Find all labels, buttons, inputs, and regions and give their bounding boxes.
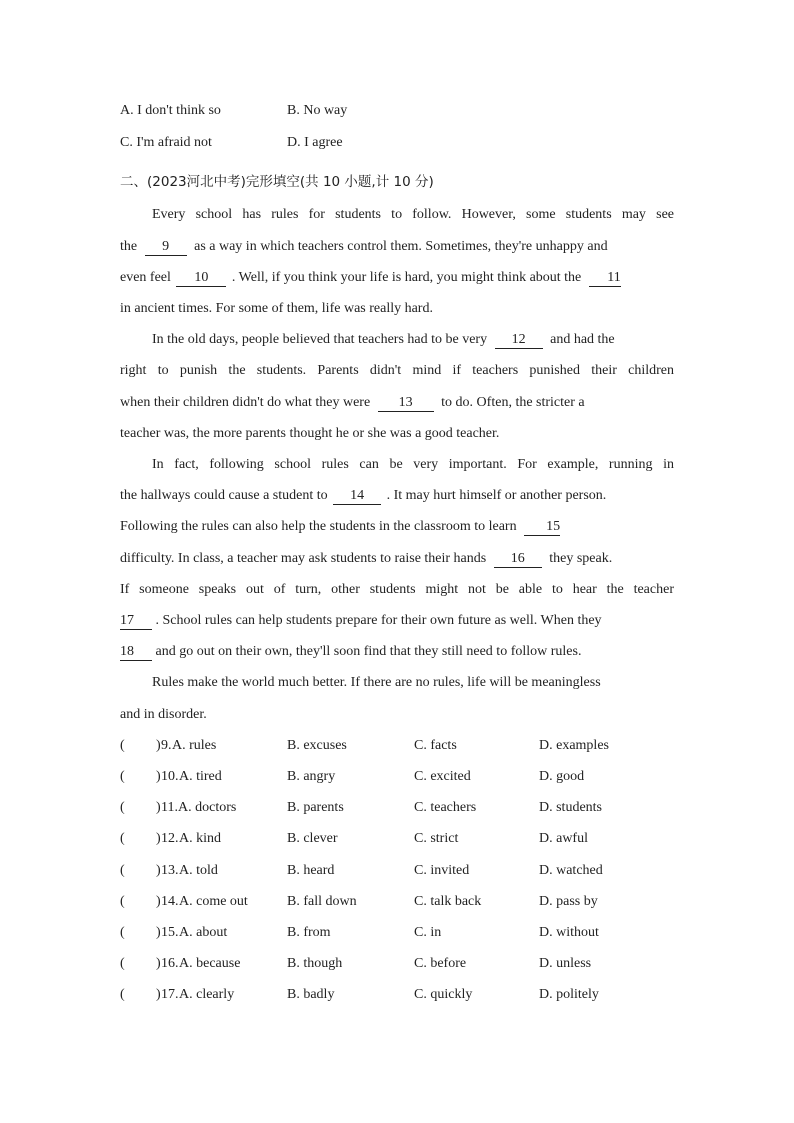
answer-paren-open[interactable]: (: [120, 831, 125, 846]
question-number: 14.: [161, 894, 179, 909]
prev-options-row-1: [120, 103, 676, 123]
blank-17[interactable]: 17: [120, 613, 152, 630]
blank-12[interactable]: 12: [495, 332, 543, 349]
passage-line: [120, 613, 674, 633]
prev-option-a: A. I don't think so: [120, 103, 221, 118]
passage-line: [120, 644, 674, 664]
question-row: [120, 800, 676, 820]
passage-line: If someone speaks out of turn, other students might not be able to hear the teacher: [120, 582, 674, 597]
question-row: [120, 894, 676, 914]
passage-line: [120, 239, 674, 259]
passage-text: to do. Often, the stricter a: [441, 395, 585, 410]
option-a[interactable]: A. clearly: [179, 987, 235, 1002]
option-d[interactable]: D. politely: [539, 987, 599, 1002]
prev-options-row-2: [120, 135, 676, 155]
option-a[interactable]: A. come out: [179, 894, 248, 909]
prev-option-d: D. I agree: [287, 135, 343, 150]
question-row: [120, 738, 676, 758]
passage-text: Following the rules can also help the students in the classroom to learn: [120, 519, 517, 534]
option-d[interactable]: D. good: [539, 769, 585, 784]
option-d[interactable]: D. students: [539, 800, 602, 815]
passage-text: . School rules can help students prepare for their own future as well. When they: [155, 613, 602, 628]
passage-line: In fact, following school rules can be very important. For example, running in: [152, 457, 674, 472]
option-d[interactable]: D. pass by: [539, 894, 598, 909]
answer-paren-open[interactable]: (: [120, 738, 125, 753]
passage-text: when their children didn't do what they were: [120, 395, 371, 410]
passage-text: they speak.: [549, 551, 613, 566]
answer-paren-open[interactable]: (: [120, 863, 125, 878]
option-b[interactable]: B. heard: [287, 863, 335, 878]
answer-paren-close: ): [156, 831, 161, 846]
answer-paren-close: ): [156, 769, 161, 784]
option-c[interactable]: C. in: [414, 925, 442, 940]
question-row: [120, 956, 676, 976]
question-number: 16.: [161, 956, 179, 971]
passage-line: teacher was, the more parents thought he or she was a good teacher.: [120, 426, 500, 441]
question-row: [120, 831, 676, 851]
prev-option-c: C. I'm afraid not: [120, 135, 212, 150]
option-b[interactable]: B. from: [287, 925, 331, 940]
option-c[interactable]: C. talk back: [414, 894, 482, 909]
question-number: 15.: [161, 925, 179, 940]
option-c[interactable]: C. teachers: [414, 800, 477, 815]
passage-line: Every school has rules for students to follow. However, some students may see: [152, 207, 674, 222]
passage-line: in ancient times. For some of them, life was really hard.: [120, 301, 433, 316]
answer-paren-open[interactable]: (: [120, 769, 125, 784]
option-a[interactable]: A. rules: [172, 738, 217, 753]
blank-14[interactable]: 14: [333, 488, 381, 505]
passage-text: and had the: [550, 332, 615, 347]
question-row: [120, 987, 676, 1007]
answer-paren-close: ): [156, 987, 161, 1002]
option-b[interactable]: B. angry: [287, 769, 336, 784]
answer-paren-close: ): [156, 800, 161, 815]
option-a[interactable]: A. told: [179, 863, 218, 878]
question-number: 12.: [161, 831, 179, 846]
blank-9[interactable]: 9: [145, 239, 187, 256]
passage-line: [120, 488, 674, 508]
option-d[interactable]: D. awful: [539, 831, 588, 846]
option-b[interactable]: B. excuses: [287, 738, 347, 753]
passage-text: . Well, if you think your life is hard, you might think about the: [231, 270, 582, 285]
passage-text: even feel: [120, 270, 171, 285]
option-a[interactable]: A. about: [179, 925, 228, 940]
answer-paren-open[interactable]: (: [120, 894, 125, 909]
option-d[interactable]: D. watched: [539, 863, 603, 878]
question-number: 10.: [161, 769, 179, 784]
question-number: 11.: [161, 800, 178, 815]
passage-text: . It may hurt himself or another person.: [386, 488, 607, 503]
passage-line: and in disorder.: [120, 707, 207, 722]
answer-paren-close: ): [156, 863, 161, 878]
blank-10[interactable]: 10: [176, 270, 226, 287]
option-b[interactable]: B. badly: [287, 987, 335, 1002]
passage-line: right to punish the students. Parents didn't mind if teachers punished their children: [120, 363, 674, 378]
prev-option-b: B. No way: [287, 103, 348, 118]
option-c[interactable]: C. quickly: [414, 987, 473, 1002]
blank-15[interactable]: 15: [524, 519, 560, 536]
answer-paren-close: ): [156, 738, 161, 753]
question-number: 9.: [161, 738, 172, 753]
answer-paren-close: ): [156, 956, 161, 971]
blank-13[interactable]: 13: [378, 395, 434, 412]
question-row: [120, 769, 676, 789]
blank-16[interactable]: 16: [494, 551, 542, 568]
option-d[interactable]: D. unless: [539, 956, 592, 971]
passage-line: [120, 519, 674, 539]
option-d[interactable]: D. without: [539, 925, 599, 940]
option-b[interactable]: B. parents: [287, 800, 344, 815]
answer-paren-open[interactable]: (: [120, 956, 125, 971]
option-c[interactable]: C. excited: [414, 769, 471, 784]
passage-text: the: [120, 239, 138, 254]
option-b[interactable]: B. fall down: [287, 894, 357, 909]
option-a[interactable]: A. kind: [179, 831, 221, 846]
blank-18[interactable]: 18: [120, 644, 152, 661]
passage-line: Rules make the world much better. If there are no rules, life will be meaningless: [152, 675, 601, 690]
passage-line: [120, 395, 674, 415]
answer-paren-open[interactable]: (: [120, 987, 125, 1002]
option-c[interactable]: C. before: [414, 956, 467, 971]
option-c[interactable]: C. strict: [414, 831, 459, 846]
question-row: [120, 925, 676, 945]
option-c[interactable]: C. invited: [414, 863, 470, 878]
answer-paren-close: ): [156, 894, 161, 909]
answer-paren-open[interactable]: (: [120, 800, 125, 815]
answer-paren-close: ): [156, 925, 161, 940]
option-b[interactable]: B. clever: [287, 831, 338, 846]
option-d[interactable]: D. examples: [539, 738, 609, 753]
option-a[interactable]: A. doctors: [178, 800, 237, 815]
question-row: [120, 863, 676, 883]
section-title: 二、(2023河北中考)完形填空(共 10 小题,计 10 分): [120, 174, 434, 190]
option-b[interactable]: B. though: [287, 956, 343, 971]
answer-paren-open[interactable]: (: [120, 925, 125, 940]
passage-text: difficulty. In class, a teacher may ask students to raise their hands: [120, 551, 487, 566]
option-a[interactable]: A. because: [179, 956, 241, 971]
passage-text: as a way in which teachers control them. Sometimes, they're unhappy and: [194, 239, 608, 254]
option-c[interactable]: C. facts: [414, 738, 457, 753]
passage-line: [120, 270, 674, 290]
question-number: 13.: [161, 863, 179, 878]
option-a[interactable]: A. tired: [179, 769, 222, 784]
passage-text: the hallways could cause a student to: [120, 488, 328, 503]
blank-11[interactable]: 11: [589, 270, 621, 287]
passage-line: [152, 332, 674, 352]
question-number: 17.: [161, 987, 179, 1002]
passage-text: and go out on their own, they'll soon find that they still need to follow rules.: [155, 644, 582, 659]
passage-text: In the old days, people believed that teachers had to be very: [152, 332, 488, 347]
passage-line: [120, 551, 674, 571]
